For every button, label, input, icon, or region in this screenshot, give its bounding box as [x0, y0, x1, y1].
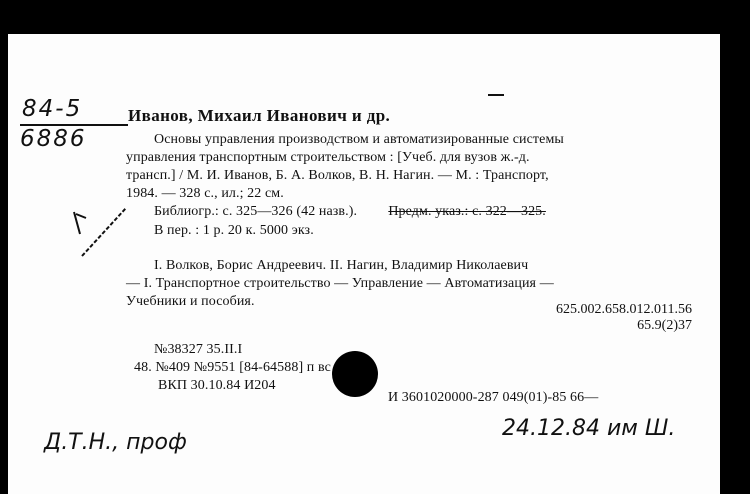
- punch-hole: [332, 351, 378, 397]
- bibliography-text: Библиогр.: с. 325—326 (42 назв.).: [154, 204, 358, 219]
- index-struck-text: Предм. указ.: с. 322—325.: [388, 204, 546, 219]
- udc-code: 625.002.658.012.011.56: [556, 302, 692, 317]
- subjects-line-1: — I. Транспортное строительство — Управление — Автоматизация —: [126, 276, 554, 291]
- isbn-line: И 3601020000-287 049(01)-85 66—: [388, 390, 599, 405]
- subjects-line-2: Учебники и пособия.: [126, 294, 255, 309]
- shelfmark-bottom: 6886: [20, 126, 87, 152]
- title-line-1: Основы управления производством и автоматизированные системы: [154, 132, 564, 147]
- catalog-card: [8, 34, 720, 494]
- scan-edge-right: [720, 0, 750, 494]
- title-line-4: 1984. — 328 с., ил.; 22 см.: [126, 186, 284, 201]
- scan-edge-top: [0, 0, 750, 34]
- binding-price-line: В пер. : 1 р. 20 к. 5000 экз.: [154, 223, 314, 238]
- bbk-code: 65.9(2)37: [637, 318, 692, 333]
- bibliography-line: [154, 204, 546, 220]
- pen-mark: [488, 94, 504, 96]
- title-line-3: трансп.] / М. И. Иванов, Б. А. Волков, В. Н. Нагин. — М. : Транспорт,: [126, 168, 549, 183]
- registration-line-1: №38327 35.ІІ.І: [154, 342, 243, 357]
- shelfmark-top: 84-5: [22, 96, 83, 122]
- checkmark-icon: [70, 194, 130, 274]
- card-heading: Иванов, Михаил Иванович и др.: [128, 106, 391, 125]
- handwritten-date: 24.12.84 им Ш.: [502, 416, 676, 441]
- handwritten-degree: Д.Т.Н., проф: [44, 430, 187, 455]
- registration-line-2: 48. №409 №9551 [84-64588] п вс: [134, 360, 331, 375]
- registration-line-3: ВКП 30.10.84 И204: [158, 378, 276, 393]
- scan-edge-left: [0, 0, 8, 494]
- added-authors-line: I. Волков, Борис Андреевич. II. Нагин, Владимир Николаевич: [154, 258, 529, 273]
- title-line-2: управления транспортным строительством : [Учеб. для вузов ж.-д.: [126, 150, 530, 165]
